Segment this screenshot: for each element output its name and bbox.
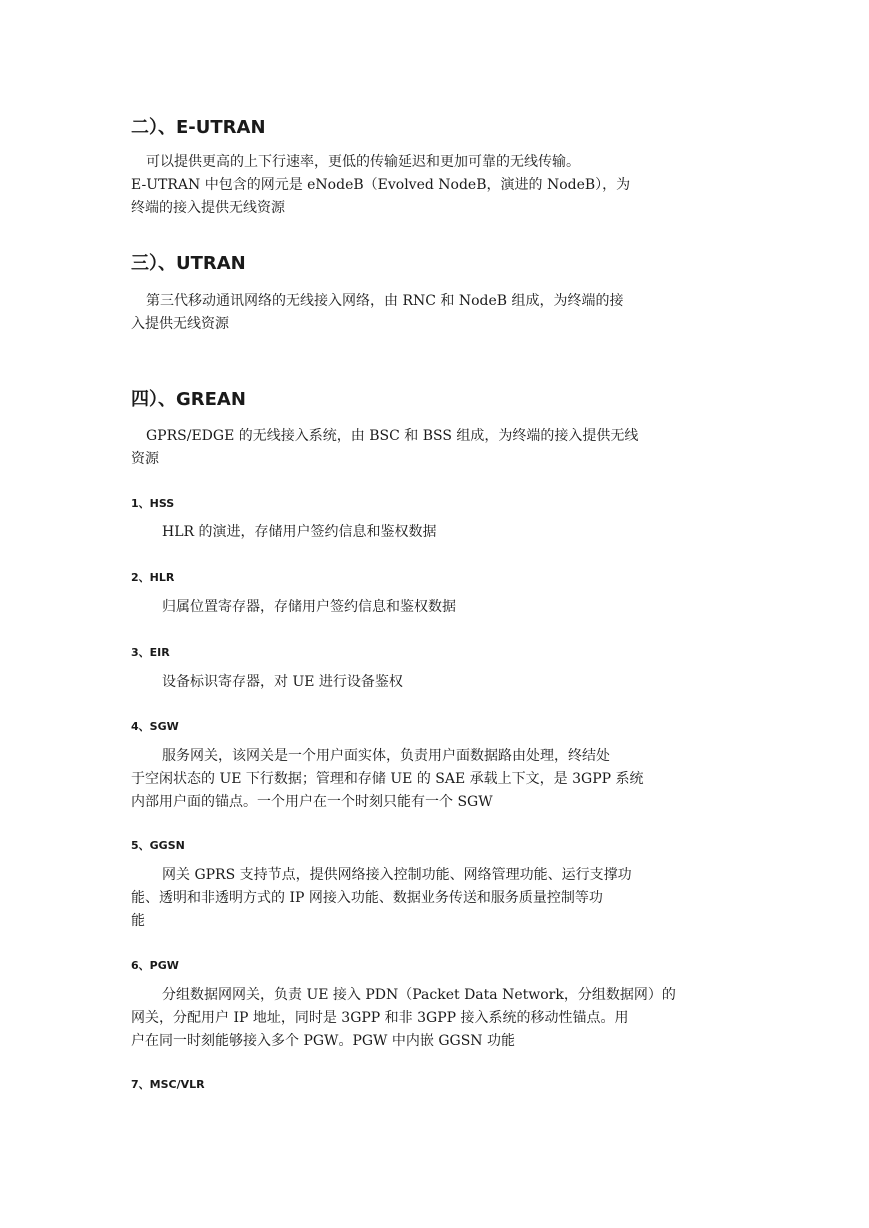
paragraph-line: E-UTRAN 中包含的网元是 eNodeB（Evolved NodeB，演进的 NodeB），为 <box>131 177 631 193</box>
paragraph-line: 能 <box>131 913 145 929</box>
paragraph-line: 服务网关，该网关是一个用户面实体，负责用户面数据路由处理，终结处 <box>162 748 610 764</box>
paragraph-line: 可以提供更高的上下行速率，更低的传输延迟和更加可靠的无线传输。 <box>146 154 580 170</box>
paragraph-line: 于空闲状态的 UE 下行数据；管理和存储 UE 的 SAE 承载上下文，是 3GPP 系统 <box>131 771 644 787</box>
paragraph-line: 归属位置寄存器，存储用户签约信息和鉴权数据 <box>162 599 456 615</box>
paragraph-line: 资源 <box>131 451 159 467</box>
item-body-ggsn <box>131 864 632 933</box>
section-body-e-utran <box>131 151 630 220</box>
paragraph-line: 网关，分配用户 IP 地址，同时是 3GPP 和非 3GPP 接入系统的移动性锚点。用 <box>131 1010 629 1026</box>
paragraph-line: 设备标识寄存器，对 UE 进行设备鉴权 <box>162 674 403 690</box>
paragraph-line: 第三代移动通讯网络的无线接入网络，由 RNC 和 NodeB 组成，为终端的接 <box>146 293 624 309</box>
paragraph-line: 分组数据网网关，负责 UE 接入 PDN（Packet Data Network，分组数据网）的 <box>162 987 676 1003</box>
section-body-utran <box>131 290 624 336</box>
section-body-grean <box>131 425 638 471</box>
item-heading-msc-vlr: 7、MSC/VLR <box>131 1078 205 1091</box>
paragraph-line: 网关 GPRS 支持节点，提供网络接入控制功能、网络管理功能、运行支撑功 <box>162 867 632 883</box>
paragraph-line: 终端的接入提供无线资源 <box>131 200 285 216</box>
item-body-hlr <box>131 596 456 619</box>
item-body-eir <box>131 671 403 694</box>
item-body-sgw <box>131 745 644 814</box>
paragraph-line: 能、透明和非透明方式的 IP 网接入功能、数据业务传送和服务质量控制等功 <box>131 890 603 906</box>
item-heading-eir: 3、EIR <box>131 646 170 659</box>
item-heading-pgw: 6、PGW <box>131 959 179 972</box>
paragraph-line: 入提供无线资源 <box>131 316 229 332</box>
section-heading-grean: 四）、GREAN <box>131 389 246 410</box>
item-body-hss <box>131 521 437 544</box>
item-heading-hss: 1、HSS <box>131 497 175 510</box>
item-heading-sgw: 4、SGW <box>131 720 179 733</box>
item-heading-ggsn: 5、GGSN <box>131 839 185 852</box>
section-heading-utran: 三）、UTRAN <box>131 253 246 274</box>
paragraph-line: 内部用户面的锚点。一个用户在一个时刻只能有一个 SGW <box>131 794 493 810</box>
paragraph-line: GPRS/EDGE 的无线接入系统，由 BSC 和 BSS 组成，为终端的接入提供无线 <box>146 428 639 444</box>
item-heading-hlr: 2、HLR <box>131 571 175 584</box>
section-heading-e-utran: 二）、E-UTRAN <box>131 117 266 138</box>
item-body-pgw <box>131 984 676 1053</box>
paragraph-line: HLR 的演进，存储用户签约信息和鉴权数据 <box>162 524 437 540</box>
paragraph-line: 户在同一时刻能够接入多个 PGW。PGW 中内嵌 GGSN 功能 <box>131 1033 515 1049</box>
